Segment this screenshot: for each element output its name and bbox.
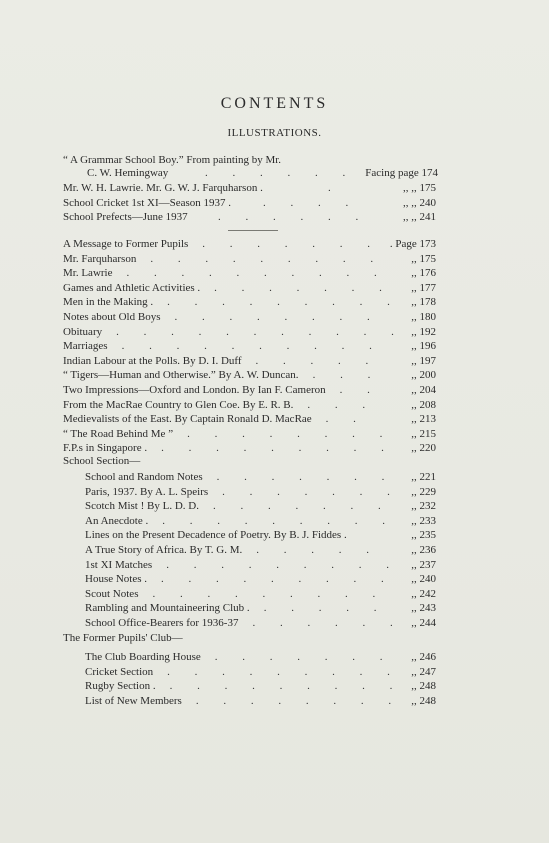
toc-entry [63, 368, 436, 382]
page-ref: ,, 248 [411, 694, 436, 707]
entry-title: Men in the Making . [63, 296, 154, 309]
toc-entry [85, 485, 436, 499]
school-section-label: School Section— [63, 455, 141, 467]
entry-title: Games and Athletic Activities . [63, 281, 201, 294]
page-ref: ,, 180 [411, 311, 436, 323]
illustration-title: School Prefects—June 1937 [63, 211, 188, 223]
entry-title: An Anecdote . [85, 514, 149, 527]
page-ref: ,, 243 [411, 602, 436, 615]
entry-title: Notes about Old Boys [63, 311, 161, 323]
leader-dots: . . . . . . . . [174, 311, 381, 323]
toc-entry [63, 281, 436, 295]
toc-entry [63, 325, 436, 339]
leader-dots: . . . . . [255, 354, 380, 367]
illustration-entry [63, 196, 436, 210]
page-ref: ,, 244 [411, 617, 436, 629]
toc-entry [63, 354, 436, 368]
toc-entry [85, 543, 436, 557]
page-ref: ,, 196 [411, 340, 436, 353]
entry-title: “ The Road Behind Me ” [63, 427, 174, 440]
entry-title: Medievalists of the East. By Captain Ronald D. MacRae [63, 413, 312, 426]
page-ref: ,, 178 [411, 296, 436, 309]
leader-dots: . . [339, 384, 381, 396]
page-ref: ,, 242 [411, 587, 436, 600]
page-ref: ,, 232 [411, 500, 436, 513]
page-ref: ,, 220 [411, 442, 436, 455]
leader-dots: . [328, 182, 342, 194]
entry-title: Mr. Farquharson [63, 252, 137, 265]
page-ref: ,, 215 [411, 427, 436, 440]
illustration-entry [87, 166, 437, 180]
toc-entry [85, 470, 436, 484]
illustration-entry [63, 210, 436, 224]
leader-dots: . . . [307, 398, 377, 411]
page-ref: ,, ,, 175 [403, 182, 436, 194]
toc-entry [63, 252, 436, 266]
page-ref: ,, 177 [411, 281, 436, 294]
leader-dots: . . . . . . . [214, 651, 394, 663]
toc-entry [85, 694, 436, 708]
illustration-entry [63, 181, 436, 195]
leader-dots: . . . . . . . [212, 500, 392, 513]
toc-entry [63, 398, 436, 412]
page-ref: ,, 197 [411, 354, 436, 367]
entry-title: House Notes . [85, 573, 148, 586]
entry-title: Paris, 1937. By A. L. Speirs [85, 485, 209, 498]
page-ref: ,, 221 [411, 471, 436, 483]
leader-dots: . . . . . . . . . [150, 252, 385, 265]
toc-entry [63, 310, 436, 324]
toc-entry [85, 650, 436, 664]
toc-entry [63, 427, 436, 441]
toc-entry [63, 412, 436, 426]
leader-dots: . . . . . . . . . [167, 296, 401, 309]
entry-title: The Club Boarding House [85, 651, 201, 663]
entry-title: A True Story of Africa. By T. G. M. [85, 544, 243, 556]
toc-entry [63, 383, 436, 397]
leader-dots: . . [325, 413, 367, 426]
leader-dots: . . . . . . . . [187, 427, 394, 440]
page-ref: . Page 173 [389, 238, 436, 250]
page-ref: ,, 176 [411, 267, 436, 280]
leader-dots: . . . . . . [218, 211, 370, 223]
page-ref: ,, 248 [411, 680, 436, 693]
leader-dots: . . . . . . . . . [169, 680, 404, 693]
toc-entry [85, 572, 436, 586]
page-ref: ,, 175 [411, 252, 436, 265]
entry-title: Two Impressions—Oxford and London. By Ian F. Cameron [63, 384, 326, 396]
entry-title: Cricket Section [85, 665, 154, 678]
page-ref: ,, 192 [411, 325, 436, 338]
contents-heading: CONTENTS [220, 95, 329, 112]
entry-title: Lines on the Present Decadence of Poetry. By B. J. Fiddes . [85, 529, 347, 542]
entry-title: List of New Members [85, 694, 182, 707]
leader-dots: . . . . . . . [222, 485, 401, 498]
page-ref: Facing page 174 [365, 167, 438, 179]
leader-dots: . . . . . [256, 544, 381, 556]
illustrations-subheading: ILLUSTRATIONS. [227, 127, 322, 139]
entry-title: Mr. Lawrie [63, 267, 113, 280]
leader-dots: . . . . . . [205, 167, 357, 179]
section-divider [228, 230, 278, 231]
page-ref: ,, 240 [411, 573, 436, 586]
illustration-entry [63, 153, 463, 167]
entry-title: “ Tigers—Human and Otherwise.” By A. W. Duncan. [63, 369, 299, 382]
leader-dots: . . . . . . [252, 617, 404, 629]
page-ref: ,, ,, 241 [403, 211, 436, 223]
toc-entry [85, 601, 436, 615]
leader-dots: . . . . . . . . . [166, 558, 400, 571]
entry-title: 1st XI Matches [85, 558, 153, 571]
page-ref: ,, 247 [411, 665, 436, 678]
toc-entry [85, 616, 436, 630]
entry-title: Scotch Mist ! By L. D. D. [85, 500, 199, 513]
page-ref: ,, 200 [411, 369, 436, 382]
page-ref: ,, ,, 240 [403, 197, 436, 209]
leader-dots: . . . . . . . . . . [121, 340, 383, 353]
leader-dots: . . . [312, 369, 382, 382]
leader-dots: . . . . . . . . . [167, 665, 401, 678]
page-ref: ,, 237 [411, 558, 436, 571]
leader-dots: . . . . . . . . . . [126, 267, 388, 280]
toc-entry [85, 587, 436, 601]
toc-entry [85, 514, 436, 528]
page-ref: ,, 235 [411, 529, 436, 542]
illustration-title: Mr. W. H. Lawrie. Mr. G. W. J. Farquharson . [63, 182, 263, 194]
leader-dots: . . . . . . . [202, 238, 382, 250]
leader-dots: . . . . [263, 197, 360, 209]
leader-dots: . . . . . . . [216, 471, 396, 483]
leader-dots: . . . . . . . [214, 281, 393, 294]
leader-dots: . . . . . . . . . . . [116, 325, 405, 338]
leader-dots: . . . . . . . . . [161, 442, 395, 455]
entry-title: School and Random Notes [85, 471, 203, 483]
illustration-title-continued: C. W. Hemingway [87, 167, 169, 179]
page-ref: ,, 233 [411, 514, 436, 527]
entry-title: F.P.s in Singapore . [63, 442, 148, 455]
entry-title: From the MacRae Country to Glen Coe. By E. R. B. [63, 398, 294, 411]
page-ref: ,, 208 [411, 398, 436, 411]
illustration-title: “ A Grammar School Boy.” From painting by Mr. [63, 154, 282, 166]
toc-entry [63, 266, 436, 280]
toc-entry [63, 237, 436, 251]
illustration-title: School Cricket 1st XI—Season 1937 . [63, 197, 232, 209]
leader-dots: . . . . . . . . [195, 694, 403, 707]
page-ref: ,, 246 [411, 651, 436, 663]
entry-title: A Message to Former Pupils [63, 238, 189, 250]
entry-title: Scout Notes [85, 587, 139, 600]
entry-title: School Office-Bearers for 1936-37 [85, 617, 239, 629]
page-ref: ,, 204 [411, 384, 436, 396]
toc-entry [63, 339, 436, 353]
entry-title: Indian Labour at the Polls. By D. I. Duff [63, 354, 242, 367]
toc-entry [85, 558, 436, 572]
toc-entry [63, 295, 436, 309]
leader-dots: . . . . . [263, 602, 388, 615]
leader-dots: . . . . . . . . . [152, 587, 387, 600]
entry-title: Rambling and Mountaineering Club . [85, 602, 250, 615]
page-ref: ,, 236 [411, 544, 436, 556]
toc-entry [85, 499, 436, 513]
leader-dots: . . . . . . . . . [162, 514, 396, 527]
toc-entry [85, 679, 436, 693]
toc-entry [85, 528, 436, 542]
page-ref: ,, 213 [411, 413, 436, 426]
fp-club-label: The Former Pupils' Club— [63, 632, 183, 644]
entry-title: Rugby Section . [85, 680, 156, 693]
leader-dots: . . . . . . . . . [161, 573, 395, 586]
entry-title: Obituary [63, 325, 103, 338]
entry-title: Marriages [63, 340, 108, 353]
page-ref: ,, 229 [411, 485, 436, 498]
toc-entry [85, 665, 436, 679]
